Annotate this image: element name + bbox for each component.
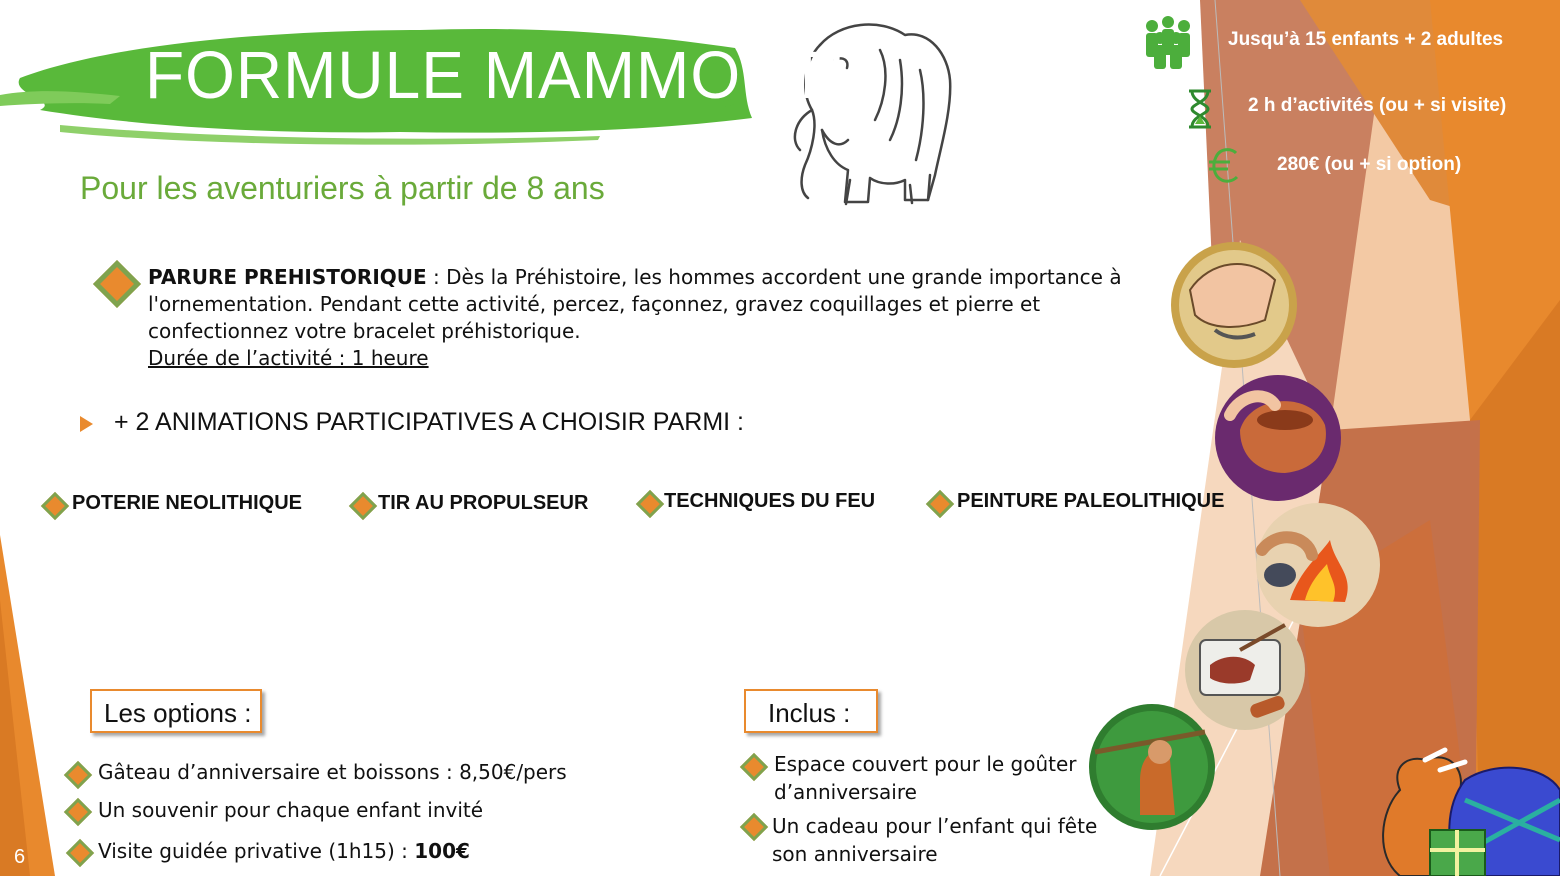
included-label-box (744, 689, 878, 733)
option-visite-text: Visite guidée privative (1h15) : (98, 839, 415, 863)
info-group-text: Jusqu’à 15 enfants + 2 adultes (1228, 29, 1504, 50)
page-title: FORMULE MAMMOUTH (145, 37, 876, 113)
activity-text: Dès la Préhistoire, les hommes accordent une grande importance à l'ornementation. Pendant cette activité, percez, façonnez, gravez coquillages et pierre et confectionnez votre bracelet préhistorique. (148, 265, 1122, 343)
activity-duration: Durée de l’activité : 1 heure (148, 346, 429, 370)
hourglass-icon (1186, 88, 1214, 130)
activity-description (148, 264, 1128, 372)
included-espace-line1: Espace couvert pour le goûter (774, 752, 1077, 776)
animations-heading: + 2 ANIMATIONS PARTICIPATIVES A CHOISIR PARMI : (114, 408, 745, 436)
page-number: 6 (14, 846, 26, 868)
included-cadeau-line1: Un cadeau pour l’enfant qui fête (772, 814, 1098, 838)
included-item-espace (774, 750, 1077, 806)
included-item-cadeau (772, 812, 1097, 868)
activity-name: PARURE PREHISTORIQUE (148, 265, 427, 289)
group-people-icon (1138, 12, 1198, 72)
arrow-bullet-icon (80, 416, 93, 432)
euro-icon (1206, 145, 1246, 185)
activity-separator: : (426, 265, 447, 289)
included-espace-line2: d’anniversaire (774, 780, 917, 804)
animation-item-propulseur: TIR AU PROPULSEUR (378, 492, 589, 514)
options-label: Les options : (104, 698, 252, 728)
animation-item-poterie: POTERIE NEOLITHIQUE (72, 492, 303, 514)
animation-item-peinture: PEINTURE PALEOLITHIQUE (957, 490, 1225, 512)
animation-item-feu: TECHNIQUES DU FEU (664, 490, 876, 512)
option-item-gateau: Gâteau d’anniversaire et boissons : 8,50€/pers (98, 760, 567, 784)
included-cadeau-line2: son anniversaire (772, 842, 938, 866)
included-label: Inclus : (768, 698, 851, 728)
option-item-visite (98, 837, 470, 865)
info-duration-text: 2 h d’activités (ou + si visite) (1248, 95, 1507, 116)
info-price-text: 280€ (ou + si option) (1277, 154, 1462, 175)
option-item-souvenir: Un souvenir pour chaque enfant invité (98, 798, 484, 822)
options-label-box (90, 689, 262, 733)
option-visite-price: 100€ (414, 839, 470, 863)
page-subtitle: Pour les aventuriers à partir de 8 ans (80, 170, 605, 206)
